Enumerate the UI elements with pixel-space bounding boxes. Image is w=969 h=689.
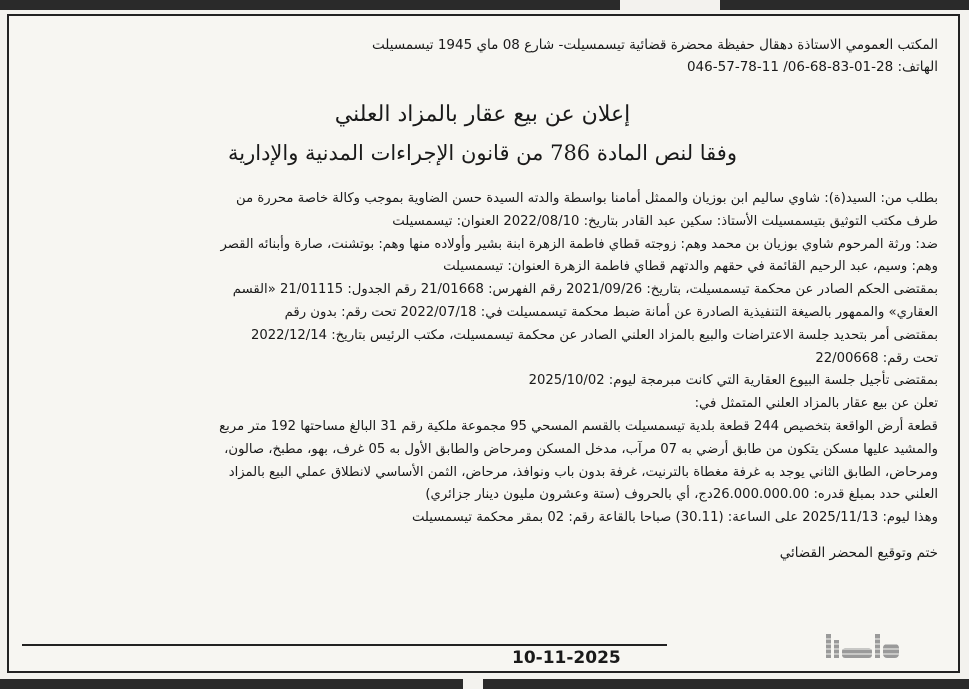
body-line: وهذا ليوم: 2025/11/13 على الساعة: (30.11) صباحا بالقاعة رقم: 02 بمقر محكمة تيسمسيلت	[411, 510, 938, 526]
signature-line: ختم وتوقيع المحضر القضائي	[779, 544, 938, 561]
office-header	[27, 34, 938, 78]
announcement-frame	[7, 14, 960, 673]
newspaper-logo	[820, 630, 905, 662]
body-line: بمقتضى تأجيل جلسة البيوع العقارية التي كانت مبرمجة ليوم: 2025/10/02	[528, 373, 938, 389]
body-line: تحت رقم: 22/00668	[815, 350, 938, 366]
publication-date: 10-11-2025	[512, 648, 621, 668]
body-line: والمشيد عليها مسكن يتكون من طابق أرضي به 07 مرآب، مدخل المسكن ومرحاض والطابق الأول به 05 غرف، بهو، مطبخ، صالون،	[224, 441, 938, 457]
title-block	[27, 96, 938, 172]
body-line: قطعة أرض الواقعة بتخصيص 244 قطعة بلدية تيسمسيلت بالقسم المسحي 95 مجموعة ملكية رقم 31 البالغ مساحتها 192 متر مربع	[219, 418, 938, 434]
body-line: تعلن عن بيع عقار بالمزاد العلني المتمثل في:	[694, 396, 938, 412]
body-line: طرف مكتب التوثيق بتيسمسيلت الأستاذ: سكين عبد القادر بتاريخ: 2022/08/10 العنوان: تيسمسيلت	[392, 213, 938, 229]
body-line: وهم: وسيم، عبد الرحيم القائمة في حقهم والدتهم قطاي فاطمة الزهرة العنوان: تيسمسيلت	[443, 259, 938, 275]
announcement-content	[27, 34, 938, 564]
body-line: بمقتضى الحكم الصادر عن محكمة تيسمسيلت، بتاريخ: 2021/09/26 رقم الفهرس: 21/01668 رقم الجدول: 21/01115 «القسم	[232, 282, 938, 298]
body-line: بمقتضى أمر بتحديد جلسة الاعتراضات والبيع بالمزاد العلني الصادر عن محكمة تيسمسيلت، مكتب الرئيس بتاريخ: 2022/12/14	[250, 327, 938, 343]
footer-divider	[22, 644, 667, 646]
bottom-border-bar	[0, 679, 969, 689]
office-phone: الهاتف: 28-01-83-68-06/ 11-78-57-046	[686, 59, 938, 75]
office-address: المكتب العمومي الاستاذة دهقال حفيظة محضرة قضائية تيسمسيلت- شارع 08 ماي 1945 تيسمسيلت	[372, 37, 938, 53]
body-line: العقاري» والممهور بالصيغة التنفيذية الصادرة عن أمانة ضبط محكمة تيسمسيلت في: 2022/07/18 تحت رقم: بدون رقم	[284, 304, 938, 320]
body-line: بطلب من: السيد(ة): شاوي ساليم ابن بوزيان والممثل أمامنا بواسطة والدته السيدة حسن الضاوية بموجب وكالة خاصة محررة من	[236, 191, 938, 206]
top-border-bar	[0, 0, 969, 10]
sub-title: وفقا لنص المادة 786 من قانون الإجراءات المدنية والإدارية	[228, 141, 737, 165]
body-line: ضد: ورثة المرحوم شاوي بوزيان بن محمد وهم: زوجته قطاي فاطمة الزهرة ابنة بشير وأولاده منها وهم: بوتشنت، صارة وأبنائه القصر	[220, 236, 938, 252]
body-line: ومرحاض، الطابق الثاني يوجد به غرفة مغطاة بالترنيت، غرفة بدون باب ونوافذ، مرحاض، الثمن الأساسي لانطلاق عملي البيع بالمزاد	[228, 464, 938, 480]
main-title: إعلان عن بيع عقار بالمزاد العلني	[334, 102, 631, 127]
body-line: العلني حدد بمبلغ قدره: 26.000.000.00دج، أي بالحروف (ستة وعشرون مليون دينار جزائري)	[425, 487, 938, 503]
announcement-body	[27, 188, 938, 530]
